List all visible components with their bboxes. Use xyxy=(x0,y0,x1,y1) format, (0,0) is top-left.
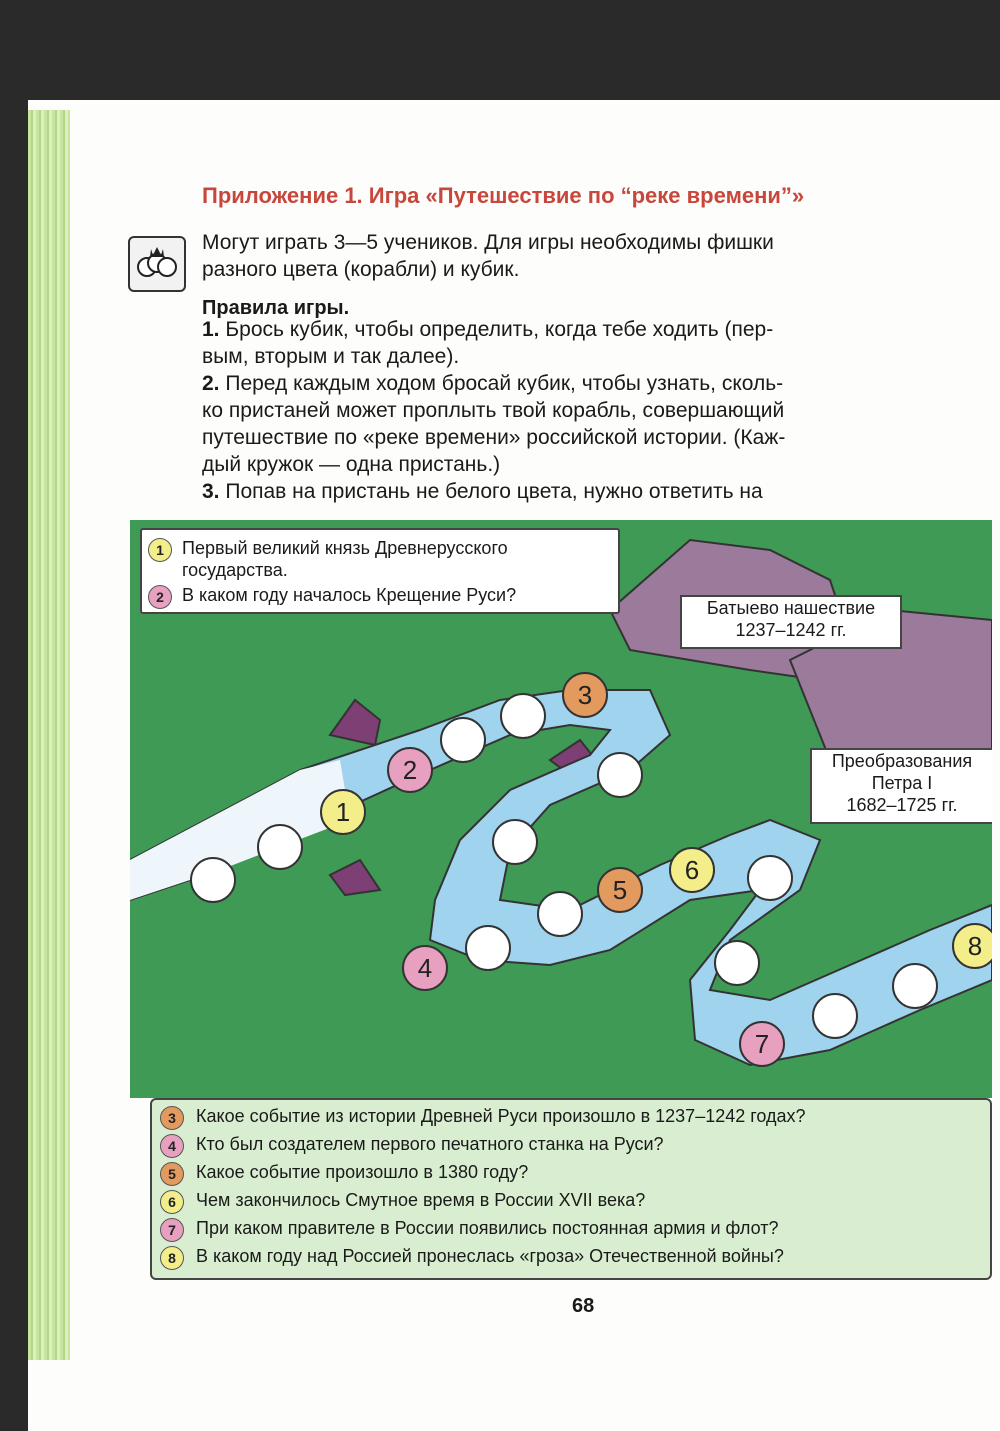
station-white xyxy=(493,820,537,864)
station-white xyxy=(715,941,759,985)
station-white xyxy=(191,858,235,902)
question-4-badge: 4 xyxy=(160,1134,184,1158)
question-1-badge: 1 xyxy=(148,538,172,562)
station-4-label: 4 xyxy=(417,953,433,983)
rule-2-line-3: путешествие по «реке времени» российской истории. (Каж- xyxy=(202,426,786,449)
station-1-label: 1 xyxy=(335,797,351,827)
rule-2-line-4: дый кружок — одна пристань.) xyxy=(202,453,501,476)
question-3-badge: 3 xyxy=(160,1106,184,1130)
question-2-badge: 2 xyxy=(148,585,172,609)
question-1-line-1: Первый великий князь Древнерусского xyxy=(182,538,508,558)
rule-2-line-1 xyxy=(202,370,942,397)
question-5-text: Какое событие произошло в 1380 году? xyxy=(196,1162,529,1182)
station-7-label: 7 xyxy=(754,1029,770,1059)
station-3-label: 3 xyxy=(577,680,593,710)
station-white xyxy=(538,892,582,936)
station-5-label: 5 xyxy=(612,875,628,905)
station-white xyxy=(813,994,857,1038)
question-8-badge: 8 xyxy=(160,1246,184,1270)
rock-small-1 xyxy=(330,700,380,745)
rule-2-text: Перед каждым ходом бросай кубик, чтобы узнать, сколь- xyxy=(225,372,784,395)
rule-1-number: 1. xyxy=(202,318,220,341)
question-4-text: Кто был создателем первого печатного станка на Руси? xyxy=(196,1134,664,1154)
rule-1-line-1 xyxy=(202,316,942,343)
intro-line-2: разного цвета (корабли) и кубик. xyxy=(202,258,520,281)
peter-reforms-name: Петра I xyxy=(871,773,933,793)
question-2-text: В каком году началось Крещение Руси? xyxy=(182,585,517,605)
rule-3-line-1 xyxy=(202,478,942,505)
group-work-icon xyxy=(128,236,186,292)
station-6-label: 6 xyxy=(684,855,700,885)
question-3-text: Какое событие из истории Древней Руси произошло в 1237–1242 годах? xyxy=(196,1106,806,1126)
question-6-badge: 6 xyxy=(160,1190,184,1214)
batu-invasion-dates: 1237–1242 гг. xyxy=(735,620,847,640)
question-5-badge: 5 xyxy=(160,1162,184,1186)
intro-line-1: Могут играть 3—5 учеников. Для игры необходимы фишки xyxy=(202,231,774,254)
game-board xyxy=(130,520,992,1098)
batu-invasion-title: Батыево нашествие xyxy=(706,598,876,618)
top-questions-box xyxy=(140,528,620,614)
bottom-questions-box xyxy=(150,1098,992,1280)
rule-2-line-2: ко пристаней может проплыть твой корабль, совершающий xyxy=(202,399,785,422)
peter-reforms-title: Преобразования xyxy=(831,751,973,771)
station-white xyxy=(466,926,510,970)
station-white xyxy=(893,964,937,1008)
page-edges xyxy=(28,110,73,1360)
question-1-line-2: государства. xyxy=(182,560,288,580)
page-number: 68 xyxy=(572,1295,595,1317)
station-white xyxy=(258,825,302,869)
rule-1-text: Брось кубик, чтобы определить, когда тебе ходить (пер- xyxy=(225,318,774,341)
peter-reforms-dates: 1682–1725 гг. xyxy=(846,795,958,815)
page-title: Приложение 1. Игра «Путешествие по “реке времени”» xyxy=(202,183,805,208)
question-6-text: Чем закончилось Смутное время в России XVII века? xyxy=(196,1190,646,1210)
station-2-label: 2 xyxy=(402,755,418,785)
station-white xyxy=(598,753,642,797)
station-white xyxy=(748,856,792,900)
rule-3-number: 3. xyxy=(202,480,220,503)
station-8-label: 8 xyxy=(967,931,983,961)
rule-2-number: 2. xyxy=(202,372,220,395)
rock-small-3 xyxy=(330,860,380,895)
river-start xyxy=(130,760,350,900)
station-white xyxy=(441,718,485,762)
rule-3-text: Попав на пристань не белого цвета, нужно ответить на xyxy=(225,480,763,503)
batu-invasion-label xyxy=(680,595,902,649)
peter-reforms-label xyxy=(810,748,992,824)
question-7-badge: 7 xyxy=(160,1218,184,1242)
rule-1-line-2: вым, вторым и так далее). xyxy=(202,345,460,368)
rules-heading: Правила игры. xyxy=(202,297,350,319)
question-8-text: В каком году над Россией пронеслась «гроза» Отечественной войны? xyxy=(196,1246,784,1266)
question-7-text: При каком правителе в России появились постоянная армия и флот? xyxy=(196,1218,779,1238)
station-white xyxy=(501,694,545,738)
